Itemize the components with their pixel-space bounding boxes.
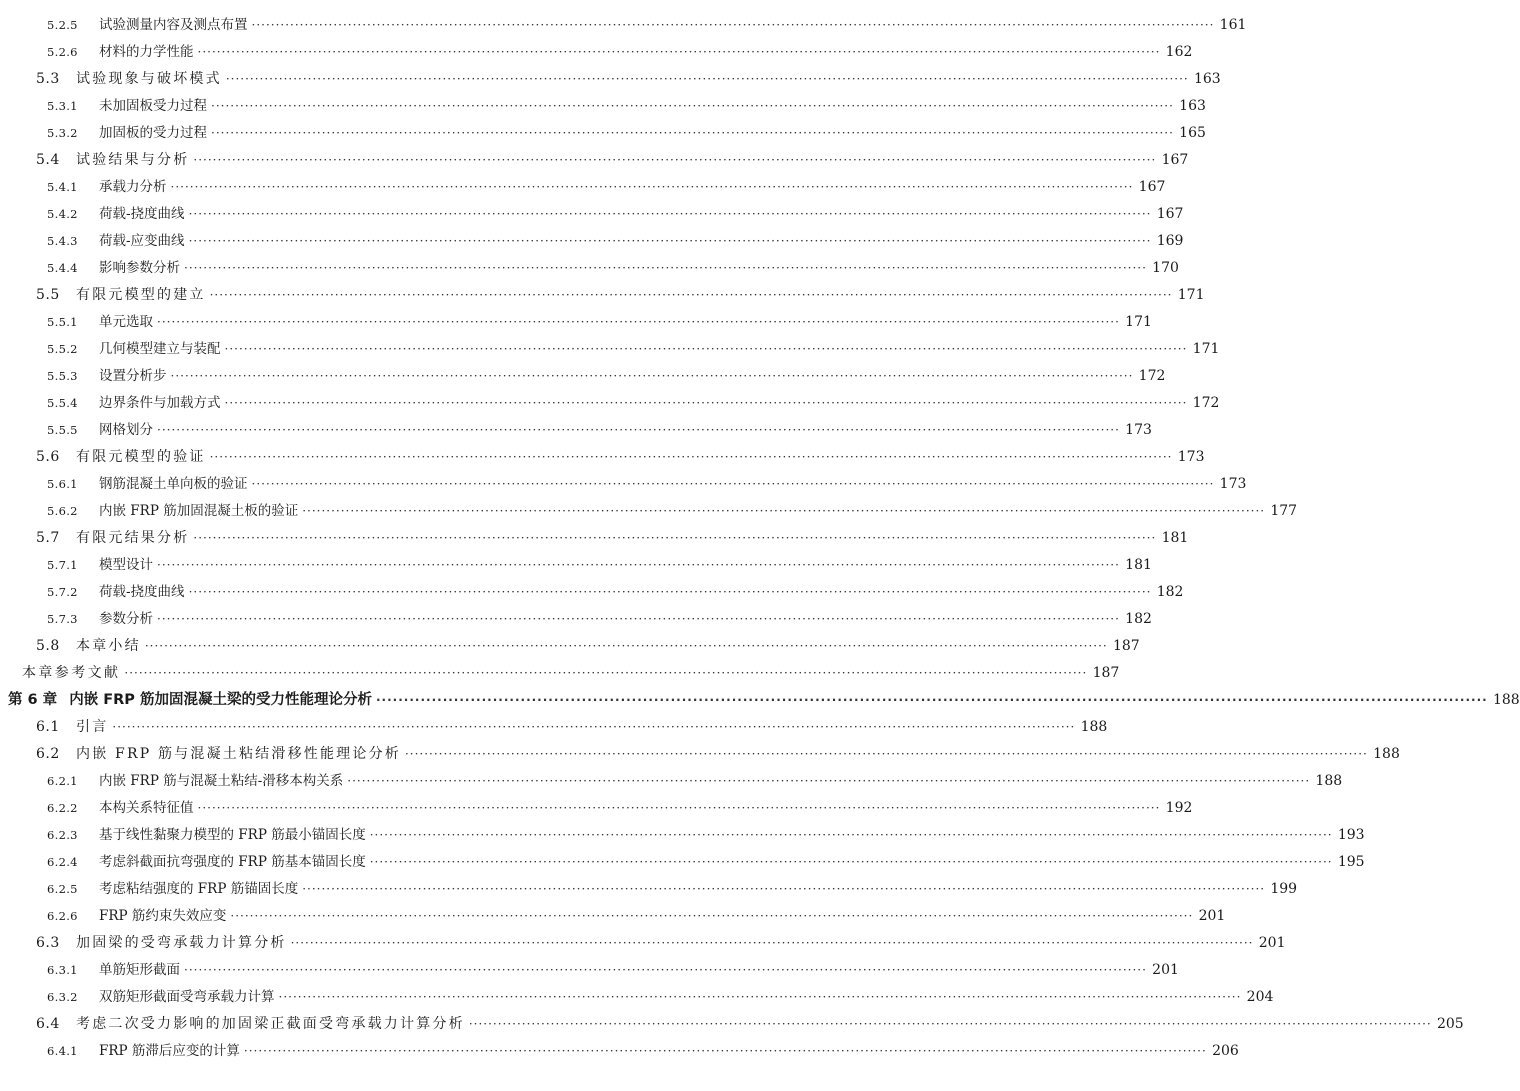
toc-entry-title: 材料的力学性能 <box>99 44 194 60</box>
toc-entry-title: 内嵌 FRP 筋加固混凝土梁的受力性能理论分析 <box>69 692 372 708</box>
toc-entry-section[interactable] <box>0 521 1189 547</box>
toc-entry-page-number: 201 <box>1258 935 1286 951</box>
toc-entry-title: 单元选取 <box>99 314 153 330</box>
toc-entry-title: 内嵌 FRP 筋与混凝土粘结-滑移本构关系 <box>99 773 344 789</box>
dot-leader: ········································································································································································································ <box>224 396 1188 410</box>
dot-leader: ········································································································································································································ <box>209 288 1173 302</box>
toc-entry-number: 6.2.2 <box>47 801 78 815</box>
toc-entry-page-number: 169 <box>1156 233 1184 249</box>
toc-entry-page-number: 171 <box>1125 314 1152 330</box>
toc-entry-page-number: 188 <box>1492 692 1520 708</box>
toc-entry-page-number: 205 <box>1436 1016 1464 1032</box>
toc-entry-subsection[interactable] <box>0 818 1365 844</box>
toc-entry-subsection[interactable] <box>0 791 1193 817</box>
toc-entry-number: 5.3.2 <box>47 126 78 140</box>
toc-entry-page-number: 192 <box>1165 800 1193 816</box>
toc-entry-subsection[interactable] <box>0 224 1184 250</box>
dot-leader: ········································································································································································································ <box>144 639 1108 653</box>
toc-entry-title: 影响参数分析 <box>99 260 180 276</box>
toc-entry-section[interactable] <box>0 629 1140 655</box>
dot-leader: ········································································································································································································ <box>225 72 1189 86</box>
toc-entry-number: 5.5.4 <box>47 396 78 410</box>
toc-entry-number: 6.3 <box>36 935 60 951</box>
dot-leader: ········································································································································································································ <box>468 1017 1432 1031</box>
toc-entry-references[interactable] <box>0 656 1120 682</box>
toc-entry-subsection[interactable] <box>0 116 1206 142</box>
dot-leader: ········································································································································································································ <box>251 477 1215 491</box>
toc-entry-subsection[interactable] <box>0 251 1179 277</box>
toc-entry-subsection[interactable] <box>0 413 1152 439</box>
toc-entry-subsection[interactable] <box>0 332 1220 358</box>
dot-leader: ········································································································································································································ <box>224 342 1188 356</box>
dot-leader: ········································································································································································································ <box>302 882 1266 896</box>
toc-entry-page-number: 188 <box>1315 773 1343 789</box>
toc-entry-title: 双筋矩形截面受弯承载力计算 <box>99 989 275 1005</box>
toc-entry-number: 6.2.6 <box>47 909 78 923</box>
toc-entry-number: 6.2.3 <box>47 828 78 842</box>
toc-entry-title: 边界条件与加载方式 <box>99 395 221 411</box>
dot-leader: ········································································································································································································ <box>184 261 1147 275</box>
toc-entry-subsection[interactable] <box>0 305 1152 331</box>
toc-entry-number: 6.3.1 <box>47 963 78 977</box>
toc-entry-page-number: 167 <box>1138 179 1166 195</box>
toc-entry-number: 5.4.1 <box>47 180 78 194</box>
toc-entry-page-number: 161 <box>1219 17 1247 33</box>
dot-leader: ········································································································································································································ <box>157 423 1120 437</box>
toc-entry-title: 参数分析 <box>99 611 153 627</box>
toc-entry-page-number: 193 <box>1337 827 1365 843</box>
dot-leader: ········································································································································································································ <box>170 369 1134 383</box>
toc-entry-number: 第 6 章 <box>8 692 58 708</box>
toc-entry-title: 试验测量内容及测点布置 <box>99 17 248 33</box>
toc-entry-page-number: 206 <box>1212 1043 1239 1059</box>
toc-entry-subsection[interactable] <box>0 548 1152 574</box>
toc-entry-number: 5.3 <box>36 71 60 87</box>
toc-entry-title: FRP 筋滞后应变的计算 <box>99 1043 240 1059</box>
toc-entry-page-number: 162 <box>1165 44 1193 60</box>
toc-entry-title: 加固板的受力过程 <box>99 125 207 141</box>
toc-entry-page-number: 163 <box>1179 98 1206 114</box>
dot-leader: ········································································································································································································ <box>184 963 1147 977</box>
toc-entry-subsection[interactable] <box>0 980 1274 1006</box>
toc-entry-title: 网格划分 <box>99 422 153 438</box>
toc-entry-page-number: 171 <box>1192 341 1220 357</box>
toc-entry-title: 有限元模型的验证 <box>76 449 206 465</box>
toc-entry-number: 6.2 <box>36 746 60 762</box>
dot-leader: ········································································································································································································ <box>197 45 1161 59</box>
toc-entry-title: 试验结果与分析 <box>76 152 190 168</box>
toc-entry-title: FRP 筋约束失效应变 <box>99 908 227 924</box>
dot-leader: ········································································································································································································ <box>157 558 1120 572</box>
toc-entry-title: 考虑二次受力影响的加固梁正截面受弯承载力计算分析 <box>76 1016 465 1032</box>
toc-entry-page-number: 177 <box>1270 503 1298 519</box>
toc-entry-section[interactable] <box>0 926 1286 952</box>
toc-entry-title: 内嵌 FRP 筋与混凝土粘结滑移性能理论分析 <box>76 746 401 762</box>
toc-entry-page-number: 182 <box>1125 611 1152 627</box>
toc-entry-subsection[interactable] <box>0 575 1184 601</box>
dot-leader: ········································································································································································································ <box>369 855 1333 869</box>
toc-entry-section[interactable] <box>0 440 1205 466</box>
toc-entry-page-number: 201 <box>1198 908 1226 924</box>
toc-entry-title: 承载力分析 <box>99 179 167 195</box>
toc-entry-title: 钢筋混凝土单向板的验证 <box>99 476 248 492</box>
toc-entry-page-number: 188 <box>1373 746 1400 762</box>
toc-entry-number: 6.4.1 <box>47 1044 78 1058</box>
toc-entry-number: 5.4.3 <box>47 234 78 248</box>
dot-leader: ········································································································································································································ <box>124 666 1088 680</box>
toc-entry-number: 5.4 <box>36 152 60 168</box>
toc-entry-subsection[interactable] <box>0 845 1365 871</box>
toc-entry-number: 5.7.3 <box>47 612 78 626</box>
toc-entry-page-number: 182 <box>1156 584 1184 600</box>
toc-entry-number: 6.2.1 <box>47 774 78 788</box>
dot-leader: ········································································································································································································ <box>230 909 1194 923</box>
toc-entry-title: 单筋矩形截面 <box>99 962 180 978</box>
toc-entry-subsection[interactable] <box>0 359 1166 385</box>
dot-leader: ········································································································································································································ <box>369 828 1333 842</box>
toc-entry-page-number: 187 <box>1092 665 1120 681</box>
toc-entry-number: 6.2.5 <box>47 882 78 896</box>
toc-entry-subsection[interactable] <box>0 89 1206 115</box>
dot-leader: ········································································································································································································ <box>193 531 1157 545</box>
toc-entry-title: 荷载-应变曲线 <box>99 233 185 249</box>
dot-leader: ········································································································································································································ <box>302 504 1266 518</box>
toc-entry-page-number: 204 <box>1246 989 1274 1005</box>
toc-entry-number: 5.2.6 <box>47 45 78 59</box>
toc-entry-title: 本构关系特征值 <box>99 800 194 816</box>
toc-entry-number: 6.2.4 <box>47 855 78 869</box>
toc-entry-page-number: 167 <box>1156 206 1184 222</box>
dot-leader: ········································································································································································································ <box>375 693 1488 707</box>
toc-entry-title: 基于线性黏聚力模型的 FRP 筋最小锚固长度 <box>99 827 366 843</box>
toc-entry-page-number: 195 <box>1337 854 1365 870</box>
toc-entry-title: 有限元结果分析 <box>76 530 190 546</box>
toc-entry-title: 荷载-挠度曲线 <box>99 206 185 222</box>
dot-leader: ········································································································································································································ <box>188 585 1152 599</box>
toc-entry-section[interactable] <box>0 710 1108 736</box>
toc-entry-number: 5.5.1 <box>47 315 78 329</box>
toc-entry-page-number: 181 <box>1125 557 1152 573</box>
toc-entry-number: 5.7.1 <box>47 558 78 572</box>
toc-entry-subsection[interactable] <box>0 764 1343 790</box>
toc-entry-subsection[interactable] <box>0 35 1193 61</box>
toc-entry-title: 引言 <box>76 719 109 735</box>
toc-entry-title: 考虑粘结强度的 FRP 筋锚固长度 <box>99 881 299 897</box>
dot-leader: ········································································································································································································ <box>347 774 1311 788</box>
toc-entry-subsection[interactable] <box>0 170 1166 196</box>
dot-leader: ········································································································································································································ <box>243 1044 1207 1058</box>
toc-entry-number: 5.5.3 <box>47 369 78 383</box>
dot-leader: ········································································································································································································ <box>404 747 1368 761</box>
dot-leader: ········································································································································································································ <box>188 207 1152 221</box>
toc-entry-number: 6.1 <box>36 719 60 735</box>
toc-entry-page-number: 188 <box>1080 719 1108 735</box>
toc-entry-number: 5.6.1 <box>47 477 78 491</box>
toc-entry-page-number: 173 <box>1177 449 1205 465</box>
toc-entry-title: 未加固板受力过程 <box>99 98 207 114</box>
dot-leader: ········································································································································································································ <box>211 99 1174 113</box>
dot-leader: ········································································································································································································ <box>157 315 1120 329</box>
toc-entry-page-number: 181 <box>1161 530 1189 546</box>
toc-entry-title: 本章小结 <box>76 638 141 654</box>
toc-entry-subsection[interactable] <box>0 8 1247 34</box>
toc-entry-page-number: 187 <box>1112 638 1140 654</box>
dot-leader: ········································································································································································································ <box>251 18 1215 32</box>
toc-entry-number: 5.4.4 <box>47 261 78 275</box>
toc-entry-subsection[interactable] <box>0 602 1152 628</box>
toc-entry-number: 5.6.2 <box>47 504 78 518</box>
dot-leader: ········································································································································································································ <box>112 720 1076 734</box>
toc-entry-section[interactable] <box>0 737 1400 763</box>
toc-entry-page-number: 170 <box>1152 260 1179 276</box>
toc-entry-number: 5.3.1 <box>47 99 78 113</box>
toc-entry-number: 6.4 <box>36 1016 60 1032</box>
toc-entry-number: 5.5 <box>36 287 60 303</box>
toc-entry-page-number: 173 <box>1219 476 1247 492</box>
toc-entry-number: 6.3.2 <box>47 990 78 1004</box>
toc-entry-title: 内嵌 FRP 筋加固混凝土板的验证 <box>99 503 299 519</box>
toc-entry-number: 5.6 <box>36 449 60 465</box>
toc-entry-title: 试验现象与破坏模式 <box>76 71 222 87</box>
toc-entry-page-number: 172 <box>1192 395 1220 411</box>
toc-entry-section[interactable] <box>0 62 1221 88</box>
toc-entry-number: 5.7 <box>36 530 60 546</box>
toc-entry-page-number: 201 <box>1152 962 1179 978</box>
dot-leader: ········································································································································································································ <box>170 180 1134 194</box>
toc-entry-subsection[interactable] <box>0 953 1179 979</box>
dot-leader: ········································································································································································································ <box>209 450 1173 464</box>
toc-entry-subsection[interactable] <box>0 872 1298 898</box>
toc-entry-page-number: 172 <box>1138 368 1166 384</box>
toc-entry-title: 荷载-挠度曲线 <box>99 584 185 600</box>
toc-entry-subsection[interactable] <box>0 1034 1239 1060</box>
dot-leader: ········································································································································································································ <box>188 234 1152 248</box>
toc-entry-section[interactable] <box>0 1007 1464 1033</box>
dot-leader: ········································································································································································································ <box>157 612 1120 626</box>
toc-entry-title: 有限元模型的建立 <box>76 287 206 303</box>
toc-entry-title: 模型设计 <box>99 557 153 573</box>
toc-entry-subsection[interactable] <box>0 494 1298 520</box>
toc-entry-number: 5.8 <box>36 638 60 654</box>
toc-entry-title: 考虑斜截面抗弯强度的 FRP 筋基本锚固长度 <box>99 854 366 870</box>
toc-entry-chapter[interactable] <box>0 683 1520 709</box>
dot-leader: ········································································································································································································ <box>197 801 1161 815</box>
dot-leader: ········································································································································································································ <box>278 990 1242 1004</box>
toc-entry-page-number: 171 <box>1177 287 1205 303</box>
toc-entry-number: 5.5.2 <box>47 342 78 356</box>
toc-entry-page-number: 173 <box>1125 422 1152 438</box>
toc-entry-subsection[interactable] <box>0 467 1247 493</box>
toc-entry-title: 加固梁的受弯承载力计算分析 <box>76 935 287 951</box>
toc-entry-title: 几何模型建立与装配 <box>99 341 221 357</box>
toc-entry-number: 5.7.2 <box>47 585 78 599</box>
toc-entry-title: 本章参考文献 <box>22 665 121 681</box>
toc-entry-title: 设置分析步 <box>99 368 167 384</box>
toc-entry-page-number: 165 <box>1179 125 1206 141</box>
dot-leader: ········································································································································································································ <box>193 153 1157 167</box>
toc-entry-subsection[interactable] <box>0 386 1220 412</box>
toc-entry-subsection[interactable] <box>0 899 1226 925</box>
toc-entry-subsection[interactable] <box>0 197 1184 223</box>
toc-entry-page-number: 167 <box>1161 152 1189 168</box>
toc-entry-section[interactable] <box>0 278 1205 304</box>
dot-leader: ········································································································································································································ <box>290 936 1254 950</box>
dot-leader: ········································································································································································································ <box>211 126 1174 140</box>
toc-entry-page-number: 163 <box>1193 71 1221 87</box>
toc-entry-section[interactable] <box>0 143 1189 169</box>
toc-entry-number: 5.2.5 <box>47 18 78 32</box>
toc-entry-page-number: 199 <box>1270 881 1298 897</box>
toc-entry-number: 5.4.2 <box>47 207 78 221</box>
toc-entry-number: 5.5.5 <box>47 423 78 437</box>
